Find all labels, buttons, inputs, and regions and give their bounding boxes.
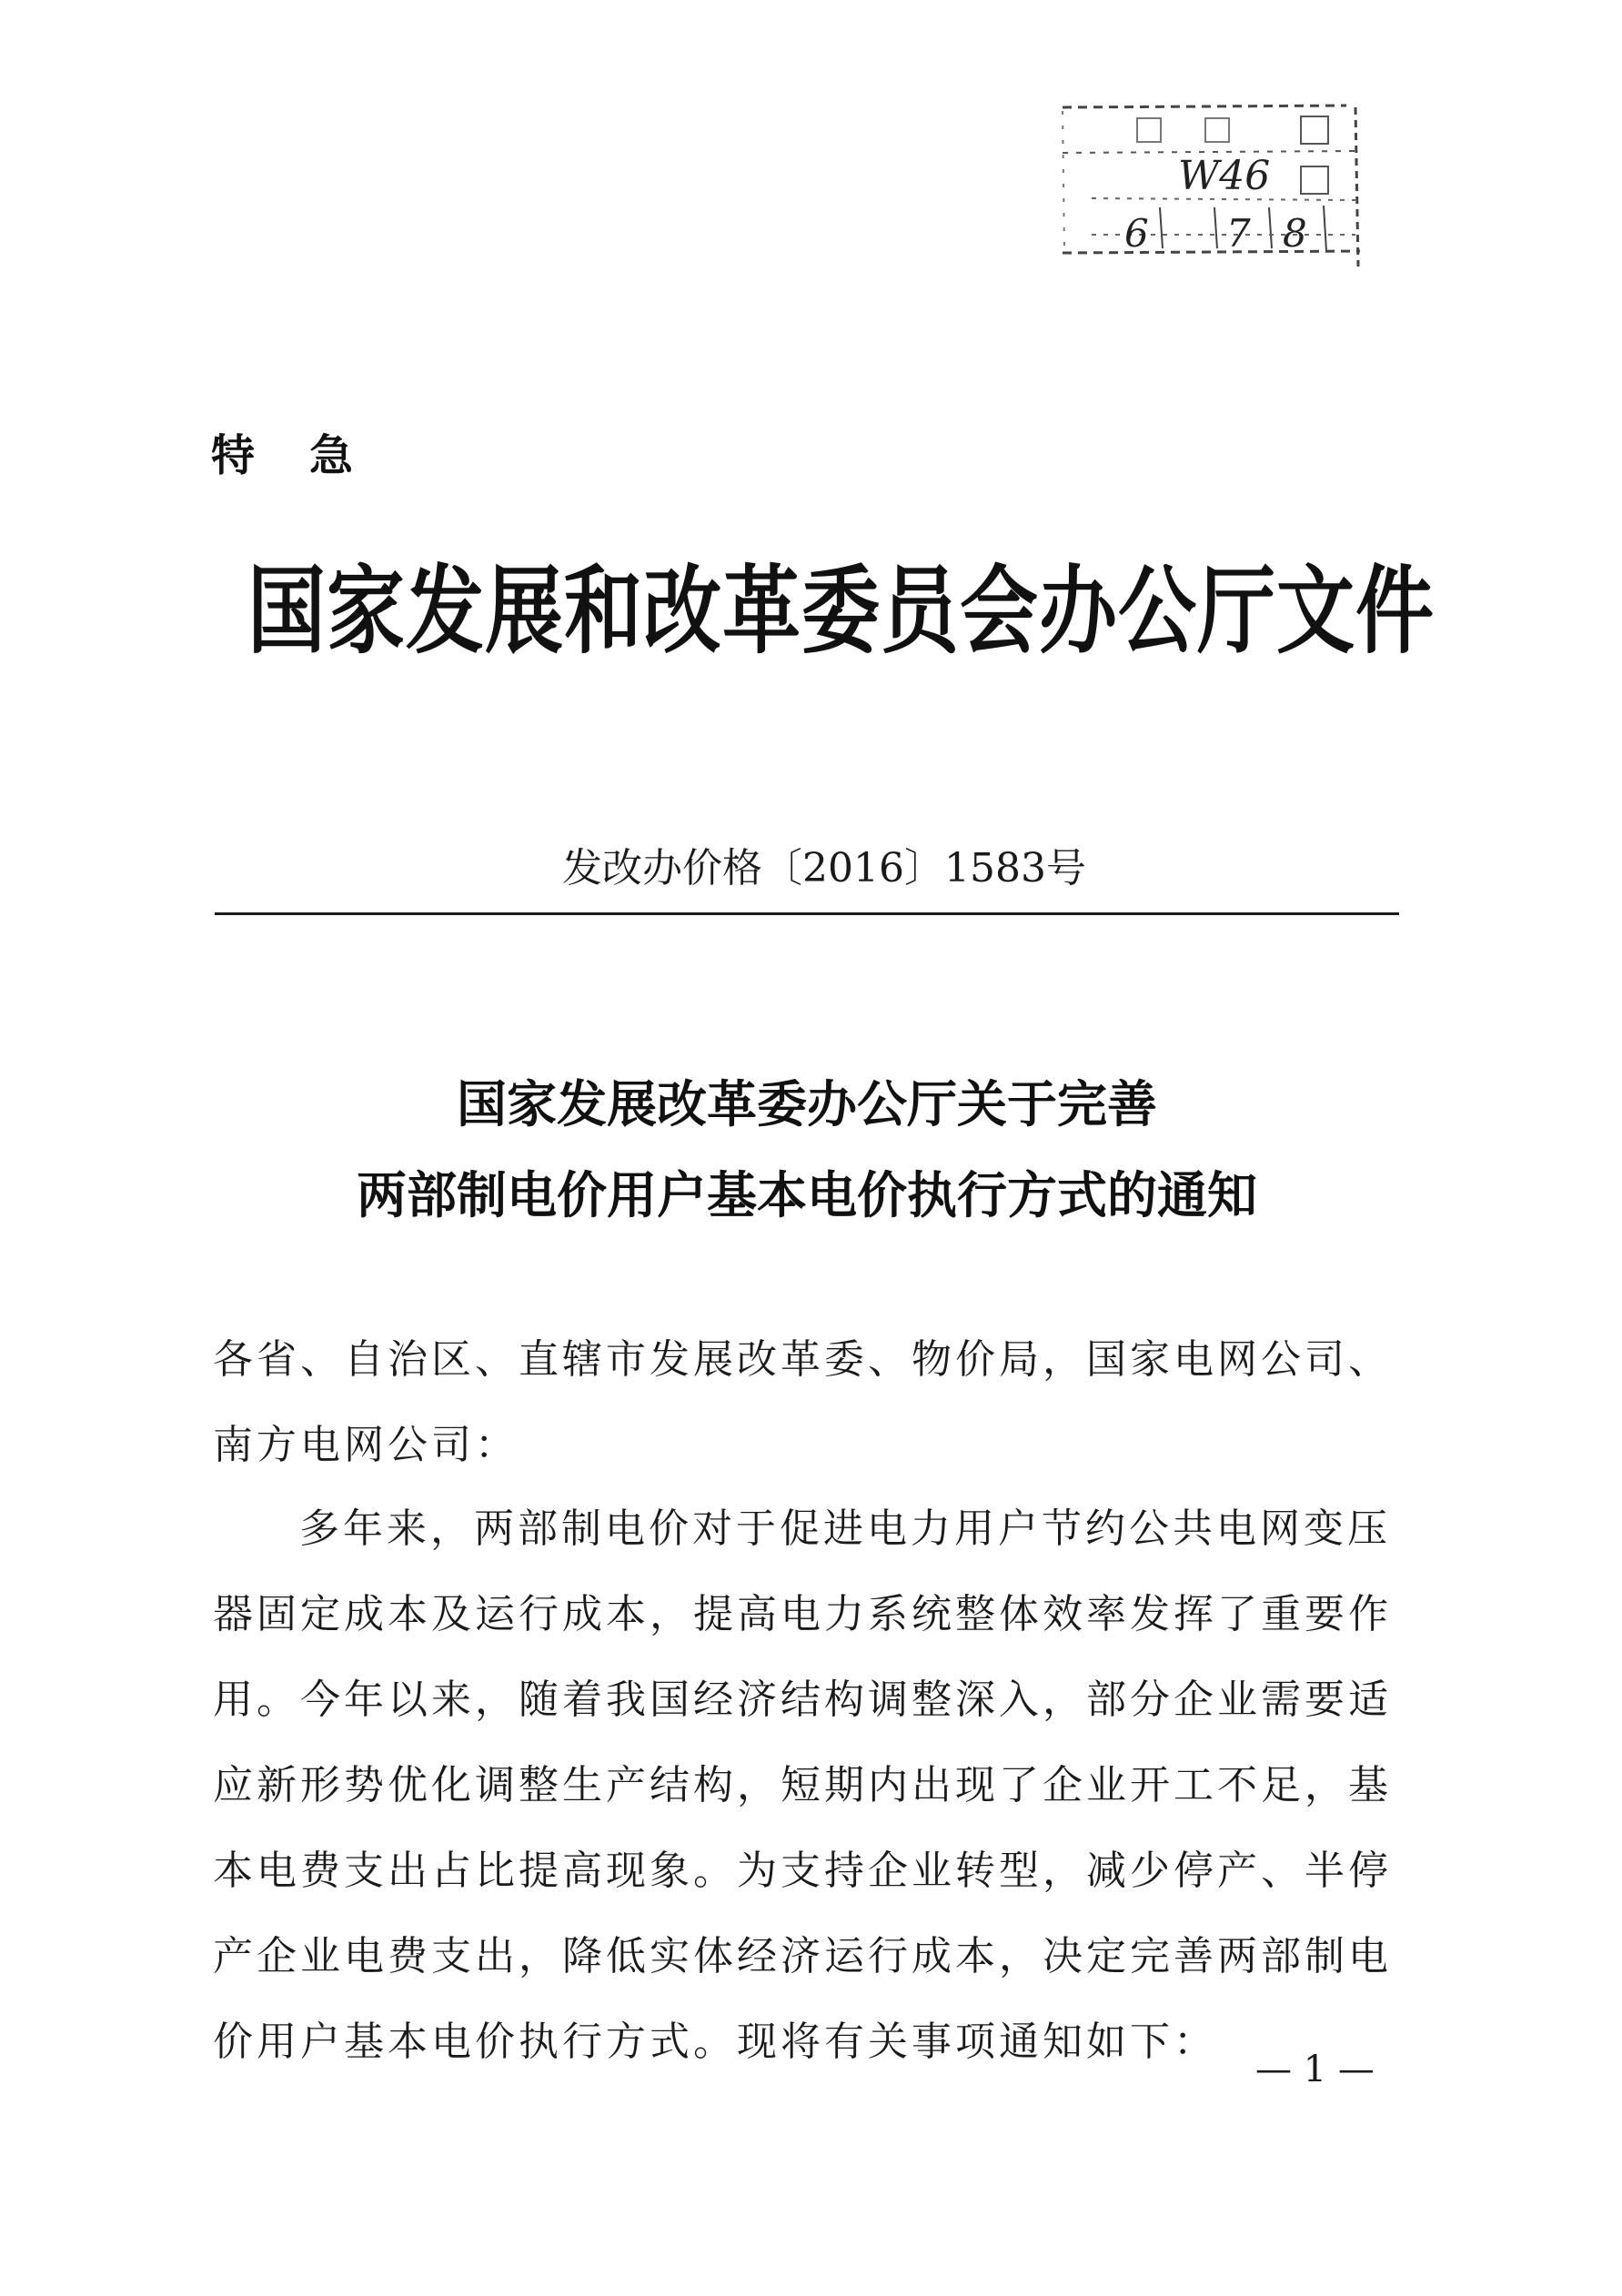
stamp-digit-3: 8	[1283, 211, 1307, 256]
stamp-digit-1: 6	[1124, 211, 1149, 256]
urgency-label: 特急	[211, 430, 408, 481]
document-number: 发改办价格〔2016〕1583号	[562, 845, 1086, 891]
stamp-code: W46	[1178, 153, 1271, 199]
addressee: 各省、自治区、直辖市发展改革委、物价局，国家电网公司、南方电网公司：	[213, 1336, 1392, 1468]
page-number: — 1 —	[1255, 2049, 1375, 2090]
document-title-line-2: 两部制电价用户基本电价执行方式的通知	[356, 1166, 1257, 1224]
document-title-line-1: 国家发展改革委办公厅关于完善	[456, 1075, 1157, 1133]
issuing-organization-header: 国家发展和改革委员会办公厅文件	[247, 555, 1435, 668]
archive-stamp-graphic	[1055, 98, 1369, 276]
header-divider	[215, 912, 1399, 915]
archive-stamp	[1055, 98, 1369, 276]
body-paragraph-1: 多年来，两部制电价对于促进电力用户节约公共电网变压器固定成本及运行成本，提高电力系统整体效率发挥了重要作用。今年以来，随着我国经济结构调整深入，部分企业需要适应新形势优化调整生产结构，短期内出现了企业开工不足，基本电费支出占比提高现象。为支持企业转型，减少停产、半停产企业电费支出，降低实体经济运行成本，决定完善两部制电价用户基本电价执行方式。现将有关事项通知如下：	[213, 1505, 1392, 2065]
stamp-digit-2: 7	[1226, 211, 1251, 256]
